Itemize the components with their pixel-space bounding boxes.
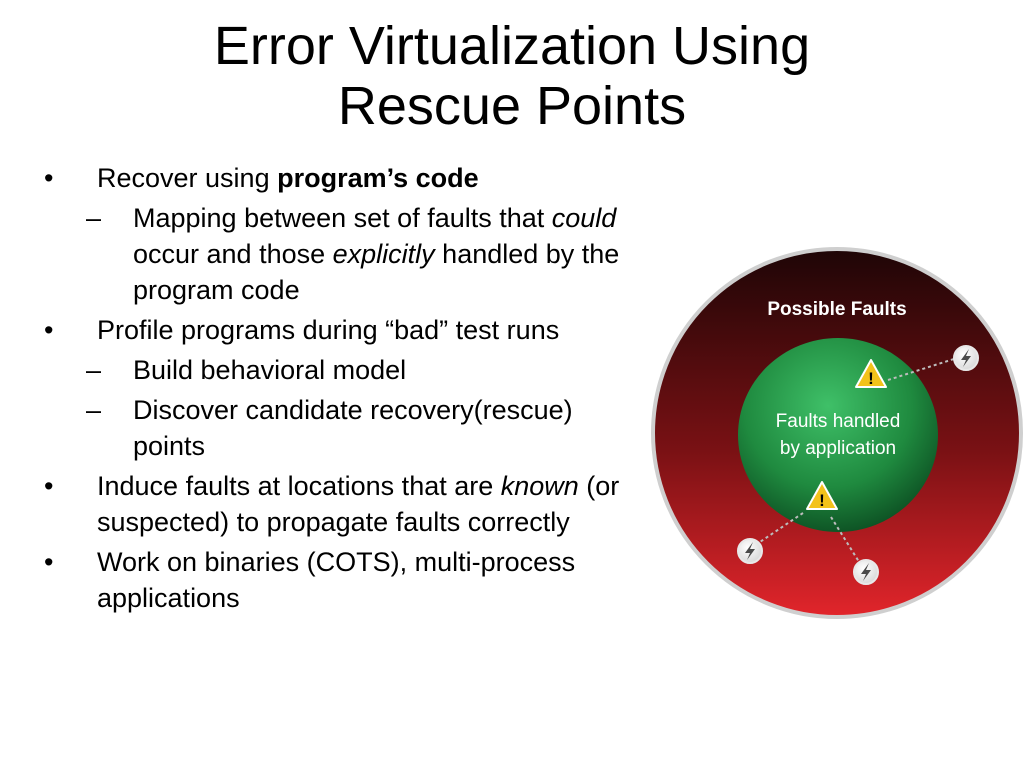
bullet-marker: • xyxy=(44,163,54,193)
sub-bullet-italic-text: explicitly xyxy=(332,239,435,269)
lightning-bolt-icon xyxy=(854,560,878,584)
dash-marker: – xyxy=(86,203,102,233)
fault-diagram xyxy=(645,245,1024,635)
title-line-1: Error Virtualization Using xyxy=(213,16,811,76)
bullet-marker: • xyxy=(44,547,54,577)
bullet-text: Profile programs during “bad” test runs xyxy=(97,315,560,345)
lightning-bolt-icon xyxy=(954,346,978,370)
sub-bullet-text: Build behavioral model xyxy=(133,355,407,385)
slide-title xyxy=(0,16,1024,136)
sub-bullet-text: Discover candidate recovery(rescue) points xyxy=(133,395,573,461)
bullet-italic-text: known xyxy=(500,471,579,501)
title-line-2: Rescue Points xyxy=(337,76,687,136)
sub-bullet-italic-text: could xyxy=(551,203,617,233)
sub-bullet-text: Mapping between set of faults that xyxy=(133,203,552,233)
dash-marker: – xyxy=(86,395,102,425)
sub-bullet-text: handled by the program code xyxy=(133,239,620,305)
bullet-text: Induce faults at locations that are xyxy=(97,471,501,501)
bullet-marker: • xyxy=(44,471,54,501)
warning-glyph: ! xyxy=(819,491,825,510)
handled-faults-label-line-2: by application xyxy=(779,438,897,459)
handled-faults-label-line-1: Faults handled xyxy=(775,411,901,432)
sub-bullet-item xyxy=(40,200,640,308)
bullet-item xyxy=(40,160,640,196)
handled-faults-circle xyxy=(738,338,938,532)
bullet-item xyxy=(40,312,640,348)
bullet-text: (or suspected) to propagate faults correctly xyxy=(97,471,620,537)
bullet-text: Recover using xyxy=(97,163,278,193)
warning-glyph: ! xyxy=(868,369,874,388)
dash-marker: – xyxy=(86,355,102,385)
sub-bullet-text: occur and those xyxy=(133,239,333,269)
bullet-text: Work on binaries (COTS), multi-process applications xyxy=(97,547,576,613)
bullet-item xyxy=(40,468,640,540)
possible-faults-label: Possible Faults xyxy=(767,299,907,320)
bullet-list xyxy=(40,160,640,620)
bullet-bold-text: program’s code xyxy=(277,163,479,193)
sub-bullet-item xyxy=(40,352,640,388)
lightning-bolt-icon xyxy=(738,539,762,563)
bullet-item xyxy=(40,544,640,616)
bullet-marker: • xyxy=(44,315,54,345)
sub-bullet-item xyxy=(40,392,640,464)
